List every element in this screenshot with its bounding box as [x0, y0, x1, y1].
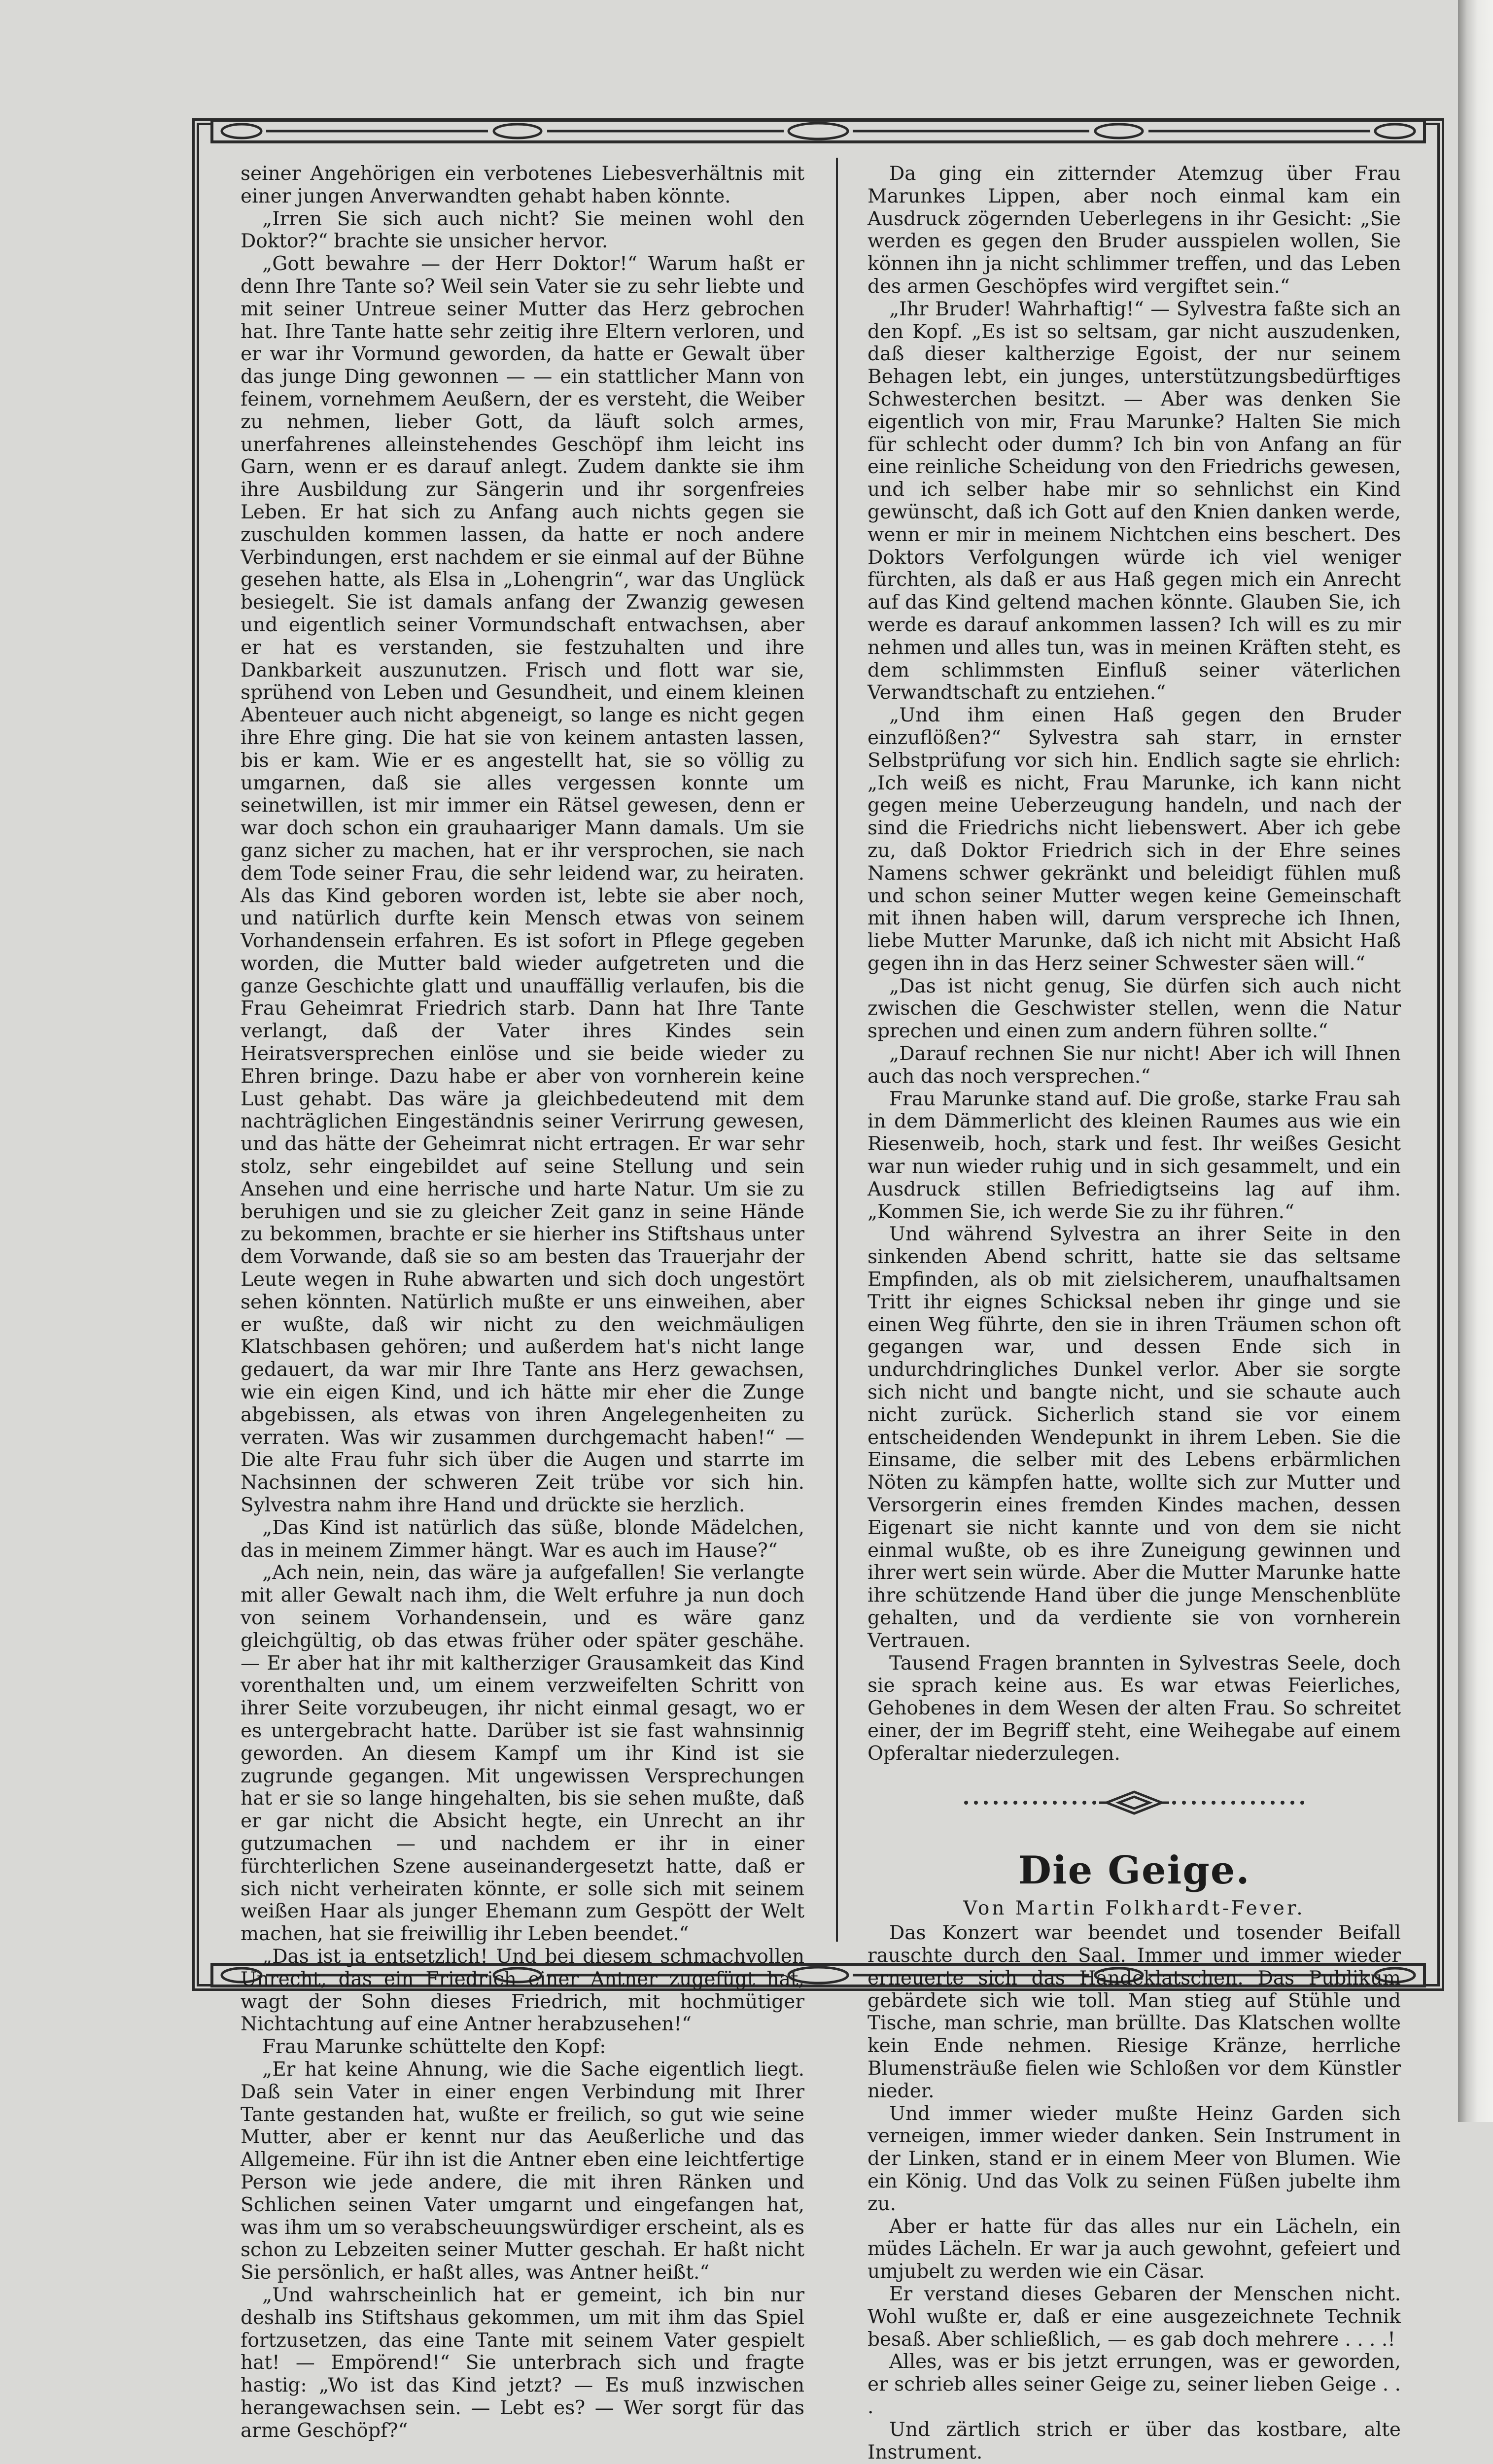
- left-paragraph: Frau Marunke schüttelte den Kopf:: [262, 2036, 606, 2058]
- story-paragraph: Aber er hatte für das alles nur ein Lächeln, ein müdes Lächeln. Er war ja auch gewohnt, gefeiert und umjubelt zu werden wie ein Cäsar.: [868, 2215, 1401, 2283]
- left-paragraph: „Er hat keine Ahnung, wie die Sache eigentlich liegt. Daß sein Vater in einer engen Verbindung mit Ihrer Tante gestanden hat, wußte er freilich, so gut wie seine Mutter, aber er kennt nur das Aeußerliche und das Allgemeine. Für ihn ist die Antner eben eine leichtfertige Person wie jede andere, die mit ihren Ränken und Schlichen seinen Vater umgarnt und eingefangen hat, was ihm um so verabscheuungswürdiger erscheint, als es schon zu Lebzeiten seiner Mutter geschah. Er haßt nicht Sie persönlich, er haßt alles, was Antner heißt.“: [241, 2058, 804, 2284]
- right-paragraph: „Und ihm einen Haß gegen den Bruder einzuflößen?“ Sylvestra sah starr, in ernster Selbstprüfung vor sich hin. Endlich sagte sie ehrlich: „Ich weiß es nicht, Frau Marunke, ich kann nicht gegen meine Ueberzeugung handeln, und nach der sind die Friedrichs nicht liebenswert. Aber ich gebe zu, daß Doktor Friedrich sich in der Ehre seines Namens schwer gekränkt und beleidigt fühlen muß und schon seiner Mutter wegen keine Gemeinschaft mit ihnen haben will, darum verspreche ich Ihnen, liebe Mutter Marunke, daß ich nicht mit Absicht Haß gegen ihn in das Herz seiner Schwester säen will.“: [868, 704, 1401, 975]
- left-paragraph: seiner Angehörigen ein verbotenes Liebesverhältnis mit einer jungen Anverwandten gehabt haben könnte.: [241, 163, 804, 207]
- right-paragraph: „Das ist nicht genug, Sie dürfen sich auch nicht zwischen die Geschwister stellen, wenn die Natur sprechen und einen zum andern führen sollte.“: [868, 975, 1401, 1043]
- story-paragraph: Er verstand dieses Gebaren der Menschen nicht. Wohl wußte er, daß er eine ausgezeichnete Technik besaß. Aber schließlich, — es gab doch mehrere . . . .!: [868, 2283, 1401, 2351]
- left-paragraph: „Und wahrscheinlich hat er gemeint, ich bin nur deshalb ins Stiftshaus gekommen, um mit ihm das Spiel fortzusetzen, das eine Tante mit seinem Vater gespielt hat! — Empörend!“ Sie unterbrach sich und fragte hastig: „Wo ist das Kind jetzt? — Es muß inzwischen herangewachsen sein. — Lebt es? — Wer sorgt für das arme Geschöpf?“: [241, 2284, 804, 2442]
- adjacent-page-edge: [1458, 0, 1493, 2122]
- column-divider: [836, 158, 838, 1942]
- left-paragraph: „Gott bewahre — der Herr Doktor!“ Warum haßt er denn Ihre Tante so? Weil sein Vater sie zu sehr liebte und mit seiner Untreue seiner Mutter das Herz gebrochen hat. Ihre Tante hatte sehr zeitig ihre Eltern verloren, und er war ihr Vormund geworden, da hatte er Gewalt über das junge Ding gewonnen — — ein stattlicher Mann von feinem, vornehmem Aeußern, der es versteht, die Weiber zu nehmen, lieber Gott, da läuft solch armes, unerfahrenes alleinstehendes Geschöpf ihm leicht ins Garn, wenn er es darauf anlegt. Zudem dankte sie ihm ihre Ausbildung zur Sängerin und ihr sorgenfreies Leben. Er hat sich zu Anfang auch nichts gegen sie zuschulden kommen lassen, da hatte er noch andere Verbindungen, erst nachdem er sie einmal auf der Bühne gesehen hatte, als Elsa in „Lohengrin“, war das Unglück besiegelt. Sie ist damals anfang der Zwanzig gewesen und eigentlich seiner Vormundschaft entwachsen, aber er hat es verstanden, sie festzuhalten und ihre Dankbarkeit auszunutzen. Frisch und flott war sie, sprühend von Leben und Gesundheit, und einem kleinen Abenteuer auch nicht abgeneigt, so lange es nicht gegen ihre Ehre ging. Die hat sie von keinem antasten lassen, bis er kam. Wie er es angestellt hat, sie so völlig zu umgarnen, daß sie alles vergessen konnte um seinetwillen, ist mir immer ein Rätsel gewesen, denn er war doch schon ein grauhaariger Mann damals. Um sie ganz sicher zu machen, hat er ihr versprochen, sie nach dem Tode seiner Frau, die sehr leidend war, zu heiraten. Als das Kind geboren worden ist, lebte sie aber noch, und natürlich durfte kein Mensch etwas von seinem Vorhandensein erfahren. Es ist sofort in Pflege gegeben worden, die Mutter bald wieder aufgetreten und die ganze Geschichte glatt und unauffällig verlaufen, bis die Frau Geheimrat Friedrich starb. Dann hat Ihre Tante verlangt, daß der Vater ihres Kindes sein Heiratsversprechen einlöse und sie beide wieder zu Ehren bringe. Dazu habe er aber von vornherein keine Lust gehabt. Das wäre ja gleichbedeutend mit dem nachträglichen Eingeständnis seiner Verirrung gewesen, und das hätte der Geheimrat nicht ertragen. Er war sehr stolz, sehr eingebildet auf seine Stellung und sein Ansehen und eine herrische und harte Natur. Um sie zu beruhigen und sie zu gleicher Zeit ganz in seine Hände zu bekommen, brachte er sie hierher ins Stiftshaus unter dem Vorwande, daß sie so am besten das Trauerjahr der Leute wegen in Ruhe abwarten und sich doch ungestört sehen könnten. Natürlich mußte er uns einweihen, aber er wußte, daß wir nicht zu den weichmäuligen Klatschbasen gehören; und außerdem hat's nicht lange gedauert, da war mir Ihre Tante ans Herz gewachsen, wie ein eigen Kind, und ich hätte mir eher die Zunge abgebissen, als etwas von ihren Angelegenheiten zu verraten. Was wir zusammen durchgemacht haben!“ — Die alte Frau fuhr sich über die Augen und starrte im Nachsinnen der schweren Zeit trübe vor sich hin. Sylvestra nahm ihre Hand und drückte sie herzlich.: [241, 253, 804, 1517]
- right-paragraph: Und während Sylvestra an ihrer Seite in den sinkenden Abend schritt, hatte sie das seltsame Empfinden, als ob mit zielsicherem, unaufhaltsamen Tritt ihr eignes Schicksal neben ihr ginge und sie einen Weg führte, den sie in ihren Träumen schon oft gegangen war, und dessen Ende sich in undurchdringliches Dunkel verlor. Aber sie sorgte sich nicht und bangte nicht, und sie schaute auch nicht zurück. Sicherlich stand sie vor einem entscheidenden Wendepunkt in ihrem Leben. Sie die Einsame, die selber mit des Lebens erbärmlichen Nöten zu kämpfen hatte, wollte sich zur Mutter und Versorgerin eines fremden Kindes machen, dessen Eigenart sie nicht kannte und von dem sie nicht einmal wußte, ob es ihre Zuneigung gewinnen und ihrer wert sein würde. Aber die Mutter Marunke hatte ihre schützende Hand über die junge Menschenblüte gehalten, und da verdiente sie von vornherein Vertrauen.: [868, 1223, 1401, 1652]
- left-paragraph: „Das ist ja entsetzlich! Und bei diesem schmachvollen Unrecht, das ein Friedrich einer Antner zugefügt hat, wagt der Sohn dieses Friedrich, mit hochmütiger Nichtachtung auf eine Antner herabzusehen!“: [241, 1945, 804, 2036]
- left-paragraph: „Das Kind ist natürlich das süße, blonde Mädelchen, das in meinem Zimmer hängt. War es auch im Hause?“: [241, 1516, 804, 1562]
- story-byline: Von Martin Folkhardt-Fever.: [963, 1897, 1305, 1920]
- left-paragraph: „Ach nein, nein, das wäre ja aufgefallen! Sie verlangte mit aller Gewalt nach ihm, die Welt erfuhre ja nun doch von seinem Vorhandensein, und es wäre ganz gleichgültig, ob das etwas früher oder später geschähe. — Er aber hat ihr mit kaltherziger Grausamkeit das Kind vorenthalten und, um einem verzweifelten Schritt von ihrer Seite vorzubeugen, ihr nicht einmal gesagt, wo er es untergebracht hatte. Darüber ist sie fast wahnsinnig geworden. An diesem Kampf um ihr Kind ist sie zugrunde gegangen. Mit ungewissen Versprechungen hat er sie so lange hingehalten, bis sie sehen mußte, daß er gar nicht die Absicht hegte, ein Unrecht an ihr gutzumachen — und nachdem er ihr in einer fürchterlichen Szene auseinandergesetzt hatte, daß er sich nicht verheiraten könnte, er solle sich mit seinem weißen Haar als junger Ehemann zum Gespött der Welt machen, hat sie freiwillig ihr Leben beendet.“: [241, 1562, 804, 1946]
- right-paragraph: „Ihr Bruder! Wahrhaftig!“ — Sylvestra faßte sich an den Kopf. „Es ist so seltsam, gar nicht auszudenken, daß dieser kaltherzige Egoist, der nur seinem Behagen lebt, ein junges, unterstützungsbedürftiges Schwesterchen besitzt. — Aber was denken Sie eigentlich von mir, Frau Marunke? Halten Sie mich für schlecht oder dumm? Ich bin von Anfang an für eine reinliche Scheidung von den Friedrichs gewesen, und ich selber habe mir so sehnlichst ein Kind gewünscht, daß ich Gott auf den Knien danken werde, wenn er mir in meinem Nichtchen eins beschert. Des Doktors Verfolgungen würde ich viel weniger fürchten, als daß er aus Haß gegen mich ein Anrecht auf das Kind geltend machen könnte. Glauben Sie, ich werde es darauf ankommen lassen? Ich will es zu mir nehmen und alles tun, was in meinen Kräften steht, es dem schlimmsten Einfluß seiner väterlichen Verwandtschaft zu entziehen.“: [868, 298, 1401, 704]
- story-paragraph: Und immer wieder mußte Heinz Garden sich verneigen, immer wieder danken. Sein Instrument in der Linken, stand er in einem Meer von Blumen. Wie ein König. Und das Volk zu seinen Füßen jubelte ihm zu.: [868, 2102, 1401, 2215]
- right-paragraph: Frau Marunke stand auf. Die große, starke Frau sah in dem Dämmerlicht des kleinen Raumes aus wie ein Riesenweib, hoch, stark und fest. Ihr weißes Gesicht war nun wieder ruhig und in sich gesammelt, und ein Ausdruck stillen Befriedigtseins lag auf ihm. „Kommen Sie, ich werde Sie zu ihr führen.“: [868, 1088, 1401, 1223]
- section-divider-ornament: [868, 1788, 1401, 1817]
- right-paragraph: „Darauf rechnen Sie nur nicht! Aber ich will Ihnen auch das noch versprechen.“: [868, 1043, 1401, 1088]
- story-paragraph: Und zärtlich strich er über das kostbare, alte Instrument.: [868, 2418, 1401, 2464]
- story-paragraph: Alles, was er bis jetzt errungen, was er geworden, er schrieb alles seiner Geige zu, seiner lieben Geige . . .: [868, 2351, 1401, 2418]
- left-paragraph: „Irren Sie sich auch nicht? Sie meinen wohl den Doktor?“ brachte sie unsicher hervor.: [241, 207, 804, 253]
- story-paragraph: Das Konzert war beendet und tosender Beifall rauschte durch den Saal. Immer und immer wieder erneuerte sich das Händeklatschen. Das Publikum gebärdete sich wie toll. Man stieg auf Stühle und Tische, man schrie, man brüllte. Das Klatschen wollte kein Ende nehmen. Riesige Kränze, herrliche Blumensträuße fielen wie Schloßen vor dem Künstler nieder.: [868, 1922, 1401, 2102]
- right-paragraph: Tausend Fragen brannten in Sylvestras Seele, doch sie sprach keine aus. Es war etwas Feierliches, Gehobenes in dem Wesen der alten Frau. So schreitet einer, der im Begriff steht, eine Weihegabe auf einem Opferaltar niederzulegen.: [868, 1652, 1401, 1765]
- left-column: [241, 163, 804, 2442]
- right-column: [868, 163, 1401, 2464]
- top-ornament-border: [212, 116, 1424, 146]
- right-paragraph: Da ging ein zitternder Atemzug über Frau Marunkes Lippen, aber noch einmal kam ein Ausdruck zögernden Ueberlegens in ihr Gesicht: „Sie werden es gegen den Bruder ausspielen wollen, Sie können ihn ja nicht schlimmer treffen, und das Leben des armen Geschöpfes wird vergiftet sein.“: [868, 163, 1401, 298]
- story-title: Die Geige.: [1018, 1848, 1250, 1893]
